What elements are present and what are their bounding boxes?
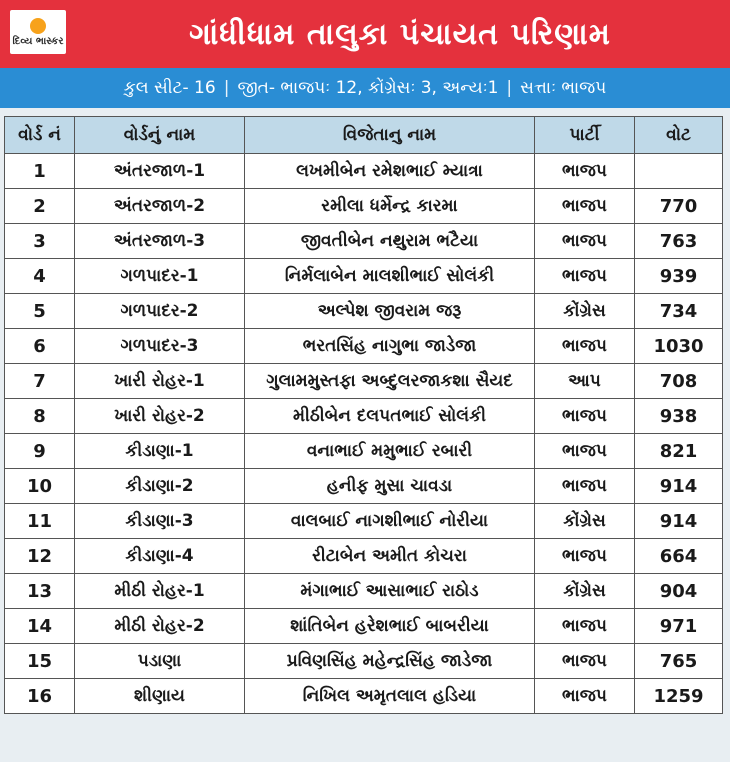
party-cell: ભાજપ [535,224,635,259]
ward-name-cell: ગળપાદર-2 [75,294,245,329]
ward-name-cell: કીડાણા-3 [75,504,245,539]
ward-no-cell: 16 [5,679,75,714]
winner-name-cell: રમીલા ધર્મેન્દ્ર કારમા [245,189,535,224]
party-cell: ભાજપ [535,434,635,469]
votes-cell: 971 [635,609,723,644]
party-cell: ભાજપ [535,644,635,679]
winner-name-cell: અલ્પેશ જીવરામ જરૂ [245,294,535,329]
party-cell: ભાજપ [535,679,635,714]
votes-cell: 939 [635,259,723,294]
votes-cell: 1259 [635,679,723,714]
party-cell: ભાજપ [535,189,635,224]
ward-name-cell: કીડાણા-2 [75,469,245,504]
ward-no-cell: 11 [5,504,75,539]
header-ward-no: વોર્ડ નં [5,117,75,154]
ward-name-cell: કીડાણા-1 [75,434,245,469]
party-cell: કોંગ્રેસ [535,574,635,609]
results-table-wrap [4,116,722,714]
summary-total-seats: કુલ સીટ- 16 [123,78,216,98]
ward-no-cell: 15 [5,644,75,679]
ward-no-cell: 10 [5,469,75,504]
party-cell: ભાજપ [535,469,635,504]
header-ward-name: વોર્ડનું નામ [75,117,245,154]
summary-power: સત્તાઃ ભાજપ [520,78,607,98]
ward-name-cell: મીઠી રોહર-1 [75,574,245,609]
ward-no-cell: 14 [5,609,75,644]
separator: | [506,78,513,98]
votes-cell: 821 [635,434,723,469]
brand-logo [10,10,66,54]
votes-cell: 734 [635,294,723,329]
header-winner-name: વિજેતાનુ નામ [245,117,535,154]
winner-name-cell: લખમીબેન રમેશભાઈ મ્યાત્રા [245,154,535,189]
winner-name-cell: મંગાભાઈ આસાભાઈ રાઠોડ [245,574,535,609]
party-cell: ભાજપ [535,154,635,189]
ward-name-cell: ખારી રોહર-2 [75,399,245,434]
ward-name-cell: અંતરજાળ-1 [75,154,245,189]
winner-name-cell: રીટાબેન અમીત કોચરા [245,539,535,574]
votes-cell: 938 [635,399,723,434]
winner-name-cell: ભરતસિંહ નાગુભા જાડેજા [245,329,535,364]
page-title: ગાંધીધામ તાલુકા પંચાયત પરિણામ [189,16,611,52]
ward-name-cell: ખારી રોહર-1 [75,364,245,399]
table-row [5,189,723,224]
ward-name-cell: ગળપાદર-1 [75,259,245,294]
votes-cell: 765 [635,644,723,679]
header-party: પાર્ટી [535,117,635,154]
table-header-row [5,117,723,154]
table-body [5,154,723,714]
ward-name-cell: મીઠી રોહર-2 [75,609,245,644]
party-cell: ભાજપ [535,539,635,574]
ward-no-cell: 13 [5,574,75,609]
party-cell: ભાજપ [535,259,635,294]
ward-name-cell: અંતરજાળ-2 [75,189,245,224]
winner-name-cell: શાંતિબેન હરેશભાઈ બાબરીયા [245,609,535,644]
ward-no-cell: 8 [5,399,75,434]
table-row [5,329,723,364]
ward-no-cell: 2 [5,189,75,224]
votes-cell: 1030 [635,329,723,364]
table-row [5,574,723,609]
votes-cell: 904 [635,574,723,609]
winner-name-cell: નિર્મલાબેન માલશીભાઈ સોલંકી [245,259,535,294]
sun-icon [30,18,46,34]
ward-no-cell: 1 [5,154,75,189]
table-row [5,364,723,399]
table-row [5,469,723,504]
table-row [5,434,723,469]
ward-no-cell: 12 [5,539,75,574]
ward-no-cell: 6 [5,329,75,364]
ward-name-cell: ગળપાદર-3 [75,329,245,364]
ward-name-cell: અંતરજાળ-3 [75,224,245,259]
votes-cell: 914 [635,469,723,504]
table-row [5,504,723,539]
votes-cell: 708 [635,364,723,399]
party-cell: ભાજપ [535,399,635,434]
ward-no-cell: 3 [5,224,75,259]
winner-name-cell: જીવતીબેન નથુરામ ભટૈયા [245,224,535,259]
party-cell: કોંગ્રેસ [535,294,635,329]
winner-name-cell: પ્રવિણસિંહ મહેન્દ્રસિંહ જાડેજા [245,644,535,679]
table-row [5,399,723,434]
ward-no-cell: 7 [5,364,75,399]
winner-name-cell: હનીફ મુસા ચાવડા [245,469,535,504]
table-row [5,224,723,259]
votes-cell: 770 [635,189,723,224]
winner-name-cell: મીઠીબેન દલપતભાઈ સોલંકી [245,399,535,434]
header-votes: વોટ [635,117,723,154]
logo-text: દિવ્ય ભાસ્કર [12,35,64,47]
ward-name-cell: શીણાય [75,679,245,714]
votes-cell: 763 [635,224,723,259]
ward-no-cell: 5 [5,294,75,329]
table-row [5,539,723,574]
votes-cell: 914 [635,504,723,539]
party-cell: ભાજપ [535,329,635,364]
results-table [4,116,723,714]
table-row [5,259,723,294]
winner-name-cell: ગુલામમુસ્તફા અબ્દુલરજાકશા સૈયદ [245,364,535,399]
winner-name-cell: વાલબાઈ નાગશીભાઈ નોરીયા [245,504,535,539]
ward-name-cell: કીડાણા-4 [75,539,245,574]
ward-no-cell: 9 [5,434,75,469]
votes-cell [635,154,723,189]
summary-bar [0,68,730,108]
table-row [5,294,723,329]
party-cell: કોંગ્રેસ [535,504,635,539]
party-cell: આપ [535,364,635,399]
table-row [5,679,723,714]
ward-no-cell: 4 [5,259,75,294]
ward-name-cell: પડાણા [75,644,245,679]
votes-cell: 664 [635,539,723,574]
summary-wins: જીત- ભાજપઃ 12, કોંગ્રેસઃ 3, અન્યઃ1 [237,78,499,98]
separator: | [223,78,230,98]
table-row [5,154,723,189]
title-bar [0,0,730,68]
party-cell: ભાજપ [535,609,635,644]
winner-name-cell: વનાભાઈ મમુભાઈ રબારી [245,434,535,469]
table-row [5,644,723,679]
table-row [5,609,723,644]
winner-name-cell: નિખિલ અમૃતલાલ હડિયા [245,679,535,714]
